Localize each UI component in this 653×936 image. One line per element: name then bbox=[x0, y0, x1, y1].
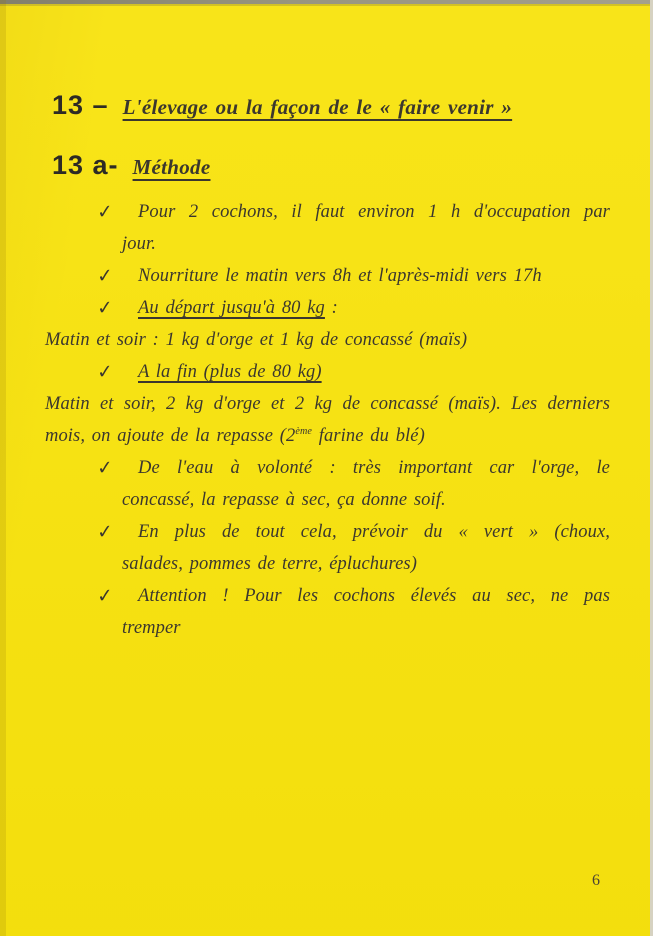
text-line bbox=[45, 388, 610, 420]
line-text: salades, pommes de terre, épluchures) bbox=[122, 554, 417, 574]
section-heading bbox=[52, 90, 512, 121]
text-line bbox=[45, 612, 610, 644]
checkmark-icon: ✓ bbox=[96, 264, 114, 288]
checkmark-icon: ✓ bbox=[96, 360, 114, 384]
text-line bbox=[45, 228, 610, 260]
line-text: mois, on ajoute de la repasse (2ème farine du blé) bbox=[45, 425, 425, 446]
line-text: concassé, la repasse à sec, ça donne soif. bbox=[122, 490, 446, 510]
text-line bbox=[45, 420, 610, 452]
subsection-title: Méthode bbox=[132, 155, 211, 179]
text-line bbox=[45, 484, 610, 516]
text-line bbox=[45, 516, 610, 548]
subsection-heading bbox=[52, 150, 210, 181]
text-line bbox=[45, 292, 610, 324]
subsection-number: 13 a- bbox=[52, 150, 119, 180]
text-line bbox=[45, 260, 610, 292]
scanner-edge-top-shadow bbox=[0, 4, 653, 6]
line-text: A la fin (plus de 80 kg) bbox=[138, 362, 322, 382]
line-text: Matin et soir : 1 kg d'orge et 1 kg de concassé (maïs) bbox=[45, 330, 468, 350]
page-number: 6 bbox=[592, 872, 600, 889]
checkmark-icon: ✓ bbox=[96, 296, 114, 320]
line-text: De l'eau à volonté : très important car l'orge, le bbox=[138, 458, 610, 478]
line-text: Nourriture le matin vers 8h et l'après-midi vers 17h bbox=[138, 266, 542, 286]
section-number: 13 – bbox=[52, 90, 109, 120]
line-text: jour. bbox=[122, 234, 156, 254]
line-text-trail: : bbox=[324, 298, 338, 318]
checkmark-icon: ✓ bbox=[96, 520, 114, 544]
line-text: Attention ! Pour les cochons élevés au sec, ne pas bbox=[138, 586, 610, 606]
section-title: L'élevage ou la façon de le « faire venir » bbox=[122, 95, 513, 119]
line-text: tremper bbox=[122, 618, 181, 638]
checkmark-icon: ✓ bbox=[96, 200, 114, 224]
text-line bbox=[45, 580, 610, 612]
line-text: Pour 2 cochons, il faut environ 1 h d'occupation par bbox=[138, 202, 610, 222]
checkmark-icon: ✓ bbox=[96, 456, 114, 480]
checkmark-icon: ✓ bbox=[96, 584, 114, 608]
text-line bbox=[45, 356, 610, 388]
scanner-edge-left bbox=[0, 0, 6, 936]
text-line bbox=[45, 452, 610, 484]
content-lines bbox=[45, 196, 610, 644]
line-text: Matin et soir, 2 kg d'orge et 2 kg de concassé (maïs). Les derniers bbox=[45, 394, 610, 414]
text-line bbox=[45, 324, 610, 356]
line-text: Au départ jusqu'à 80 kg bbox=[138, 298, 325, 318]
text-line bbox=[45, 548, 610, 580]
superscript: ème bbox=[295, 425, 313, 437]
text-line bbox=[45, 196, 610, 228]
line-text: En plus de tout cela, prévoir du « vert » (choux, bbox=[138, 522, 610, 542]
